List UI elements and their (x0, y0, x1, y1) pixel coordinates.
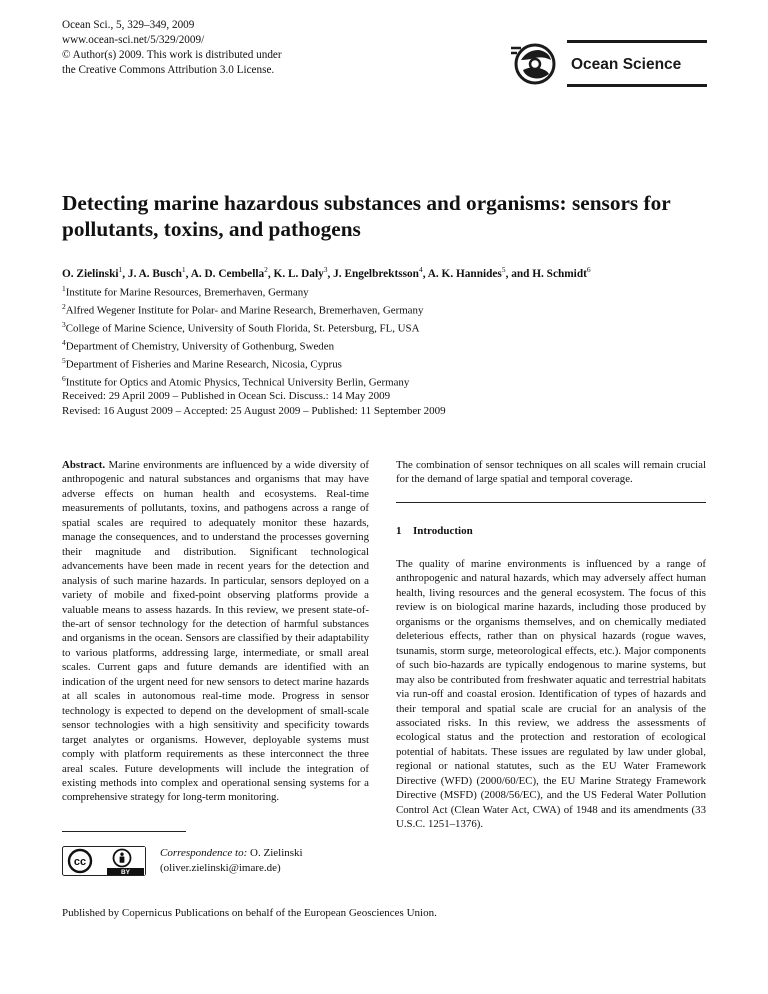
logo-text: Ocean Science (571, 56, 682, 73)
affiliation-text: Institute for Optics and Atomic Physics, Technical University Berlin, Germany (65, 376, 410, 389)
author-affiliation-mark: 5 (501, 265, 506, 274)
affiliation-item (62, 372, 423, 390)
affiliation-number: 2 (62, 302, 66, 312)
correspondence (160, 846, 303, 876)
affiliation-text: Department of Fisheries and Marine Research, Nicosia, Cyprus (65, 358, 342, 371)
affiliation-number: 5 (62, 356, 66, 366)
affiliation-text: Institute for Marine Resources, Bremerhaven, Germany (65, 286, 309, 299)
cc-by-icon (62, 846, 146, 876)
correspondence-name: O. Zielinski (250, 847, 303, 859)
author-affiliation-mark: 3 (323, 265, 328, 274)
affiliation-item (62, 318, 423, 336)
journal-header (62, 18, 282, 78)
author-affiliation-mark: 6 (586, 265, 591, 274)
citation-line: Ocean Sci., 5, 329–349, 2009 (62, 19, 195, 31)
author-affiliation-mark: 1 (118, 265, 123, 274)
affiliation-text: College of Marine Science, University of South Florida, St. Petersburg, FL, USA (65, 322, 420, 335)
affiliation-item (62, 300, 423, 318)
author-name: O. Zielinski (62, 267, 119, 280)
revised-line: Revised: 16 August 2009 – Accepted: 25 August 2009 – Published: 11 September 2009 (62, 405, 446, 417)
author-name: H. Schmidt (532, 267, 587, 280)
journal-logo (509, 40, 707, 88)
affiliation-item (62, 282, 423, 300)
affiliation-number: 6 (62, 374, 66, 384)
correspondence-email[interactable]: (oliver.zielinski@imare.de) (160, 862, 281, 874)
journal-url: www.ocean-sci.net/5/329/2009/ (62, 34, 205, 46)
svg-text:cc: cc (73, 856, 87, 868)
author-name: J. Engelbrektsson (333, 267, 419, 280)
author-name: A. D. Cembella (190, 267, 265, 280)
affiliation-number: 4 (62, 338, 66, 348)
received-line: Received: 29 April 2009 – Published in Ocean Sci. Discuss.: 14 May 2009 (62, 390, 391, 402)
abstract-label: Abstract. (62, 459, 106, 471)
license-line: the Creative Commons Attribution 3.0 License. (62, 64, 275, 76)
author-name: A. K. Hannides (427, 267, 502, 280)
publication-dates (62, 389, 446, 419)
author-affiliation-mark: 1 (181, 265, 186, 274)
author-list: O. Zielinski$^1$, J. A. Busch$^1$, A. D. Cembella$^2$, K. L. Daly$^3$, J. Engelbrektsson$^4$, A. K. Hannides$^5$, and H. Schmidt$^6$ (62, 265, 591, 280)
abstract-text: Marine environments are influenced by a wide diversity of anthropogenic and natural substances and organisms that may have adverse effects on human health and ecosystems. Real-time measurements of pollutants, toxins, and pathogens across a range of spatial scales are required to adequately monitor these hazards, manage the consequences, and to understand the processes governing their magnitude and distribution. Significant technological advancements have been made in recent years for the detection and analysis of such marine hazards. In particular, sensors deployed on a variety of mobile and fixed-point observing platforms provide a valuable means to assess hazards. In this review, we present state-of-the-art of sensor technology for the detection of harmful substances and organisms in the ocean. Sensors are classified by their adaptability to various platforms, addressing large, intermediate, or small areal scales. Current gaps and future demands are identified with an indication of the urgent need for new sensors to detect marine hazards at all scales in autonomous real-time mode. Progress in sensor technology is expected to depend on the development of small-scale sensor technologies with a high sensitivity and specificity towards target analytes or organisms. However, deployable systems must comply with platform requirements as these interconnect the three areal scales. Future developments will include the integration of existing methods into complex and operational sensing systems for a comprehensive strategy for long-term monitoring. (62, 459, 369, 804)
affiliation-text: Alfred Wegener Institute for Polar- and Marine Research, Bremerhaven, Germany (65, 304, 424, 317)
logo-bottom-rule (567, 84, 707, 87)
paper-title: Detecting marine hazardous substances and organisms: sensors for pollutants, toxins, and pathogens (62, 191, 671, 241)
author-name: J. A. Busch (127, 267, 182, 280)
section-title: Introduction (413, 525, 473, 537)
affiliation-number: 1 (62, 284, 66, 293)
affiliation-item (62, 354, 423, 372)
publisher-footer: Published by Copernicus Publications on behalf of the European Geosciences Union. (62, 907, 437, 919)
copyright-line: © Author(s) 2009. This work is distributed under (62, 49, 282, 61)
egu-globe-icon (509, 40, 565, 88)
affiliation-text: Department of Chemistry, University of Gothenburg, Sweden (65, 340, 335, 353)
introduction-text: The quality of marine environments is influenced by a range of anthropogenic and natural hazards, which may adversely affect human health, living resources and the general ecosystem. The focus of this review is on biological marine hazards, including those produced by organisms or the organisms themselves, and on chemically mediated deleterious effects, rather than on physical hazards (rogue waves, tsunamis, storm surge, meteorological effects, etc.). Major components of such bio-hazards are typically endogenous to marine systems, but may also be contributed from freshwater aquatic and terrestrial habitats via run-off and coastal erosion. Identification of types of hazards and their temporal and spatial scale are crucial for an analysis of the associated risks. In this review, we address the assessments of ecological status and the protection and restoration of ecological potential of habitats. These issues are regulated by law under global, regional or national statutes, such as the EU Water Framework Directive (WFD) (2000/60/EC), the EU Marine Strategy Framework Directive (MSFD) (2008/56/EC), and the US Federal Water Pollution Control Act (Clean Water Act, CWA) of 1948 and its amendments (33 U.S.C. 1251–1376). (396, 558, 706, 831)
footnote-rule (62, 831, 186, 832)
abstract (62, 458, 369, 805)
logo-top-rule (567, 40, 707, 43)
author-affiliation-mark: 4 (418, 265, 423, 274)
author-name: K. L. Daly (273, 267, 324, 280)
author-affiliation-mark: 2 (264, 265, 268, 274)
affiliation-number: 3 (62, 320, 66, 330)
abstract-end-rule (396, 502, 706, 503)
license-badge-text: BY (120, 869, 131, 876)
section-heading (396, 525, 473, 537)
correspondence-label: Correspondence to: (160, 847, 248, 859)
abstract-continuation: The combination of sensor techniques on all scales will remain crucial for the demand of large spatial and temporal coverage. (396, 459, 706, 486)
section-number: 1 (396, 525, 402, 537)
affiliation-list (62, 282, 423, 390)
affiliation-item (62, 336, 423, 354)
